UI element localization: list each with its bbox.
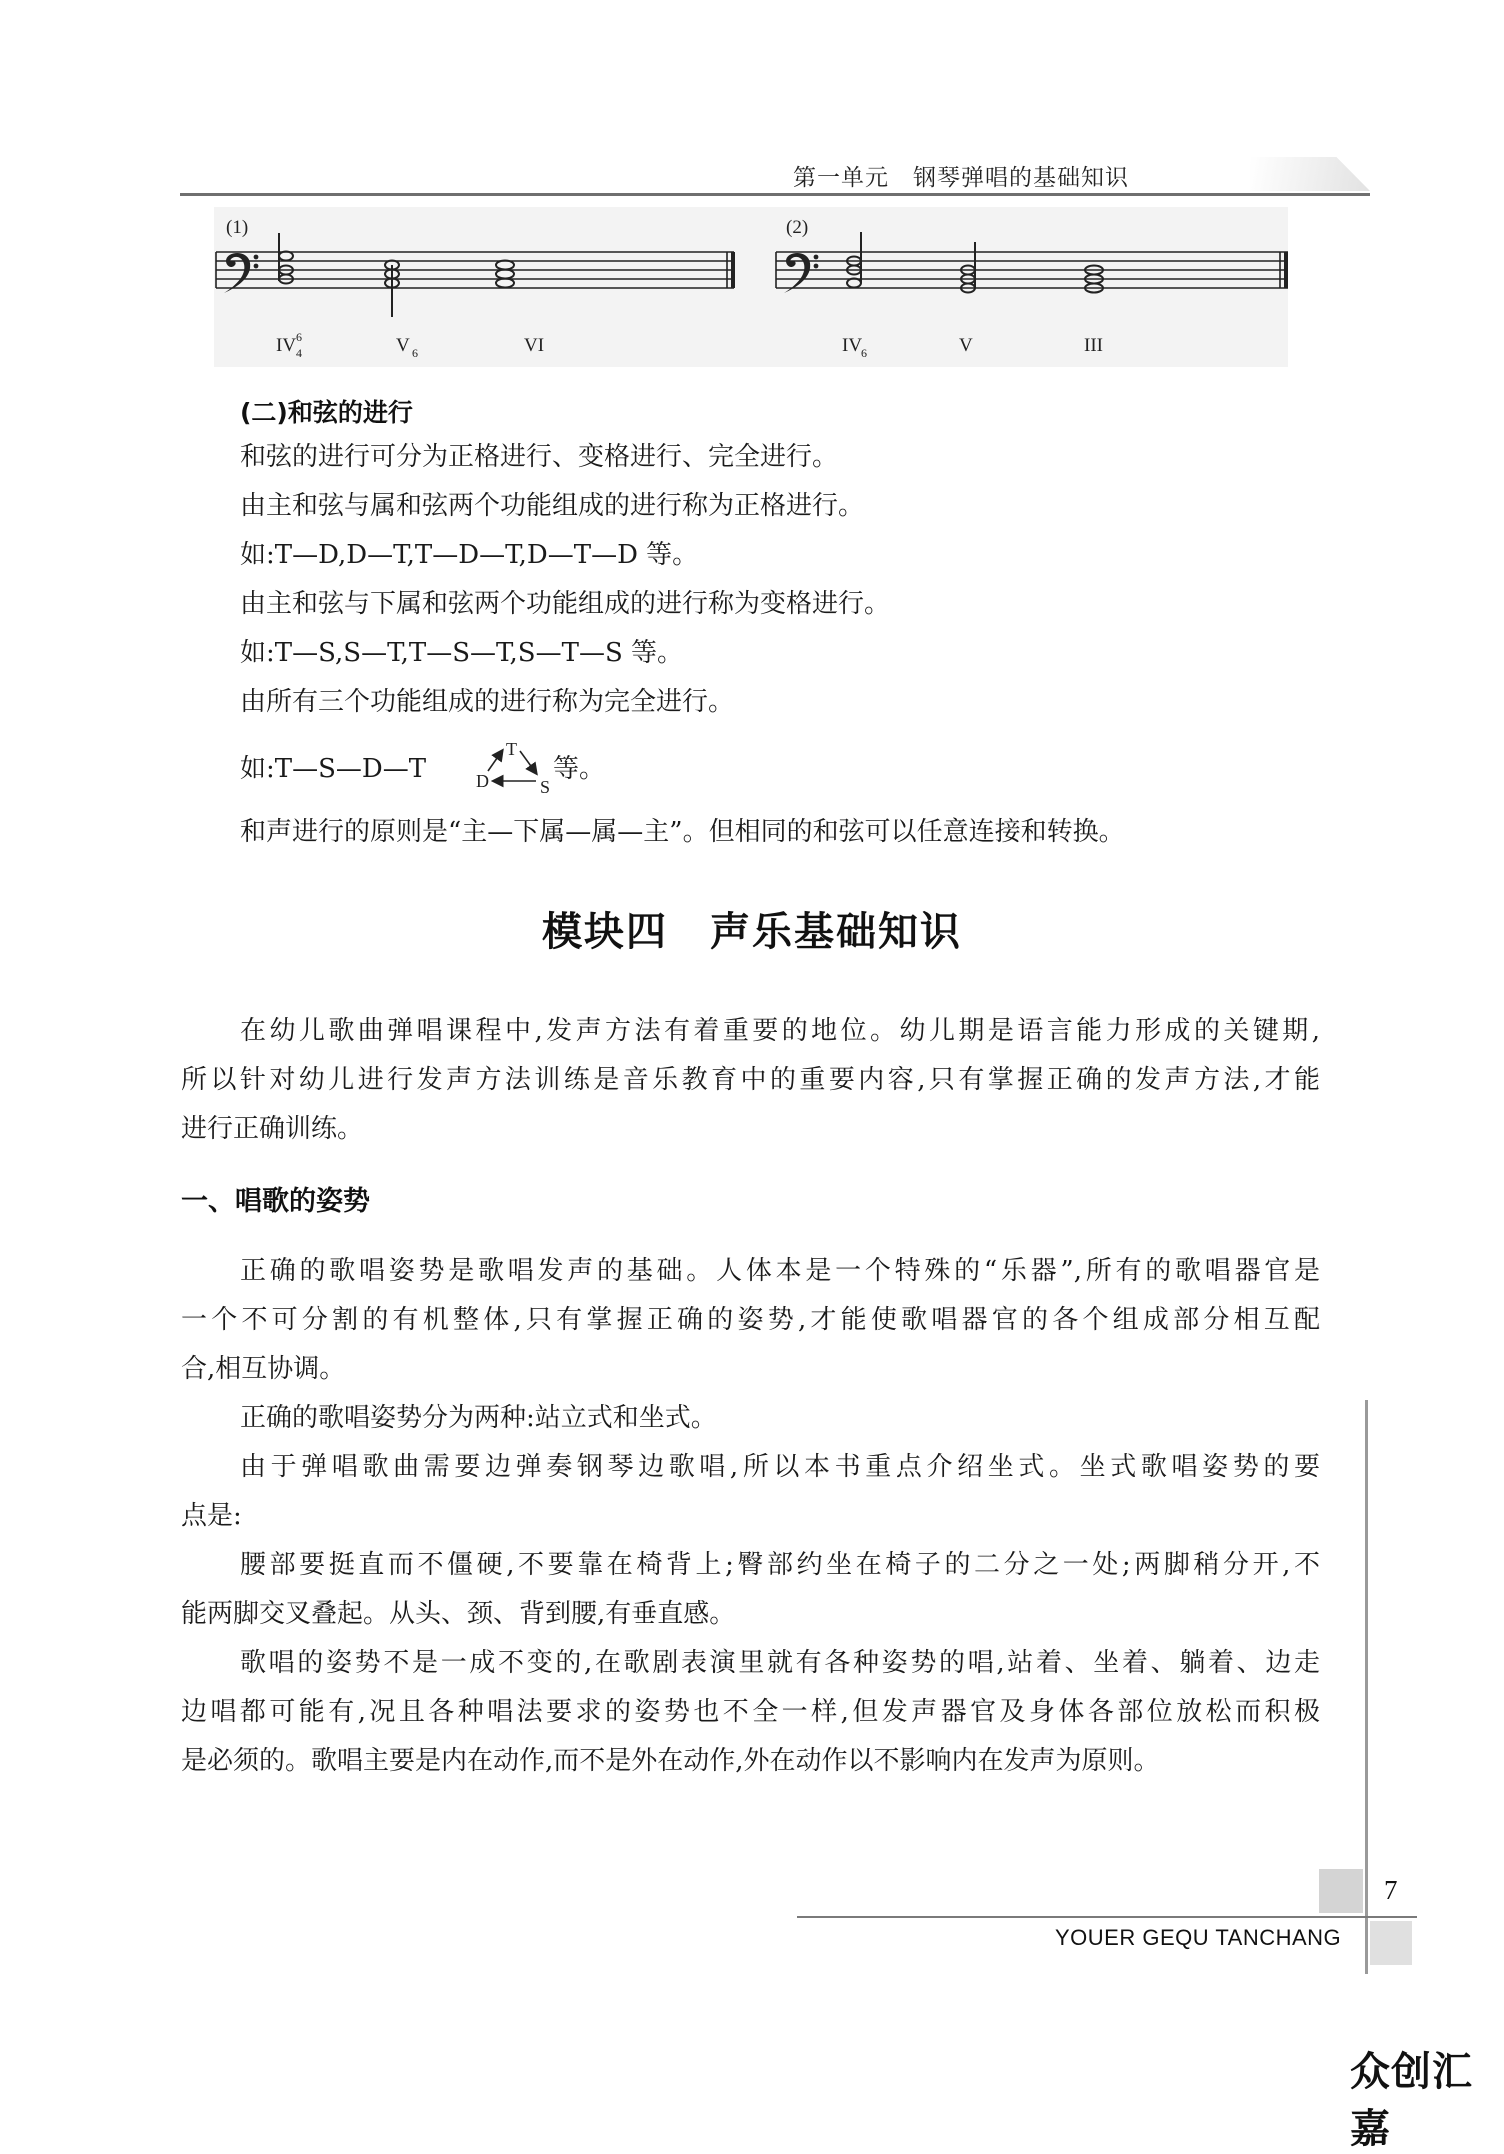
module-title: 模块四 声乐基础知识 — [542, 908, 962, 955]
example-prefix: 如:T—S—D—T — [240, 754, 427, 784]
node-d: D — [476, 771, 489, 791]
bass-clef-icon — [784, 253, 818, 293]
paragraph-line: 能两脚交叉叠起。从头、颈、背到腰,有垂直感。 — [181, 1599, 736, 1629]
example-1-label: (1) — [226, 217, 249, 238]
paragraph-line: 正确的歌唱姿势分为两种:站立式和坐式。 — [240, 1403, 717, 1433]
chord-label: III — [1084, 335, 1103, 356]
node-t: T — [506, 739, 517, 759]
body-line: 由所有三个功能组成的进行称为完全进行。 — [240, 687, 735, 717]
paragraph-line: 歌唱的姿势不是一成不变的,在歌剧表演里就有各种姿势的唱,站着、坐着、躺着、边走 — [240, 1648, 1320, 1678]
music-example — [214, 207, 1288, 367]
paragraph-line: 正确的歌唱姿势是歌唱发声的基础。人体本是一个特殊的“乐器”,所有的歌唱器官是 — [240, 1256, 1320, 1286]
example-2-label: (2) — [786, 217, 809, 238]
footer-vertical-rule — [1365, 1400, 1368, 1974]
arrow-d-to-t — [488, 751, 502, 771]
body-line: 和弦的进行可分为正格进行、变格进行、完全进行。 — [240, 442, 839, 472]
page-number: 7 — [1384, 1875, 1398, 1905]
chord-sub: 6 — [861, 346, 867, 360]
body-line: 如:T—S,S—T,T—S—T,S—T—S 等。 — [240, 638, 684, 668]
watermark: 众创汇嘉 — [1350, 2049, 1473, 2152]
chord-sup: 6 — [296, 330, 302, 344]
example-suffix: 等。 — [553, 754, 606, 784]
body-line: 如:T—D,D—T,T—D—T,D—T—D 等。 — [240, 540, 699, 570]
chord-sub: 6 — [412, 346, 418, 360]
book-title: YOUER GEQU TANCHANG — [1055, 1925, 1342, 1950]
paragraph-line: 是必须的。歌唱主要是内在动作,而不是外在动作,外在动作以不影响内在发声为原则。 — [181, 1746, 1160, 1776]
header-rule — [180, 193, 1370, 196]
body-line: 由主和弦与属和弦两个功能组成的进行称为正格进行。 — [240, 491, 865, 521]
paragraph-line: 腰部要挺直而不僵硬,不要靠在椅背上;臀部约坐在椅子的二分之一处;两脚稍分开,不 — [240, 1550, 1320, 1580]
arrow-t-to-s — [520, 751, 536, 773]
header-decoration — [1250, 157, 1370, 191]
complete-progression-example — [240, 745, 426, 794]
staff-notation — [214, 207, 1288, 367]
chord-label: IV — [842, 335, 863, 356]
node-s: S — [540, 777, 551, 795]
footer-square — [1370, 1921, 1412, 1965]
running-title: 第一单元 钢琴弹唱的基础知识 — [793, 165, 1129, 191]
paragraph-line: 在幼儿歌曲弹唱课程中,发声方法有着重要的地位。幼儿期是语言能力形成的关键期, — [240, 1016, 1320, 1046]
chord-sub: 4 — [296, 346, 302, 360]
paragraph-line: 合,相互协调。 — [181, 1354, 346, 1384]
posture-paragraph-5 — [181, 1639, 1320, 1786]
section-heading-progression: (二)和弦的进行 — [240, 398, 413, 427]
section-heading-posture: 一、唱歌的姿势 — [181, 1186, 370, 1217]
paragraph-line: 由于弹唱歌曲需要边弹奏钢琴边歌唱,所以本书重点介绍坐式。坐式歌唱姿势的要 — [240, 1452, 1320, 1482]
body-line-principle: 和声进行的原则是“主—下属—属—主”。但相同的和弦可以任意连接和转换。 — [240, 817, 1125, 847]
chord-label: IV — [276, 335, 297, 356]
paragraph-line: 所以针对幼儿进行发声方法训练是音乐教育中的重要内容,只有掌握正确的发声方法,才能 — [181, 1065, 1320, 1095]
posture-paragraph-3 — [181, 1443, 1320, 1541]
footer-square — [1319, 1869, 1363, 1913]
posture-paragraph-1 — [181, 1247, 1320, 1394]
bass-clef-icon — [224, 253, 258, 293]
footer-rule — [797, 1916, 1417, 1918]
paragraph-line: 点是: — [181, 1501, 242, 1531]
paragraph-line: 一个不可分割的有机整体,只有掌握正确的姿势,才能使歌唱器官的各个组成部分相互配 — [181, 1305, 1320, 1335]
module-intro — [181, 1007, 1320, 1154]
body-line: 由主和弦与下属和弦两个功能组成的进行称为变格进行。 — [240, 589, 891, 619]
chord-label: V — [396, 335, 410, 356]
posture-paragraph-2 — [181, 1394, 1320, 1443]
posture-paragraph-4 — [181, 1541, 1320, 1639]
chord-label: V — [959, 335, 973, 356]
chord-label: VI — [524, 335, 545, 356]
paragraph-line: 进行正确训练。 — [181, 1114, 364, 1144]
paragraph-line: 边唱都可能有,况且各种唱法要求的姿势也不全一样,但发声器官及身体各部位放松而积极 — [181, 1697, 1320, 1727]
